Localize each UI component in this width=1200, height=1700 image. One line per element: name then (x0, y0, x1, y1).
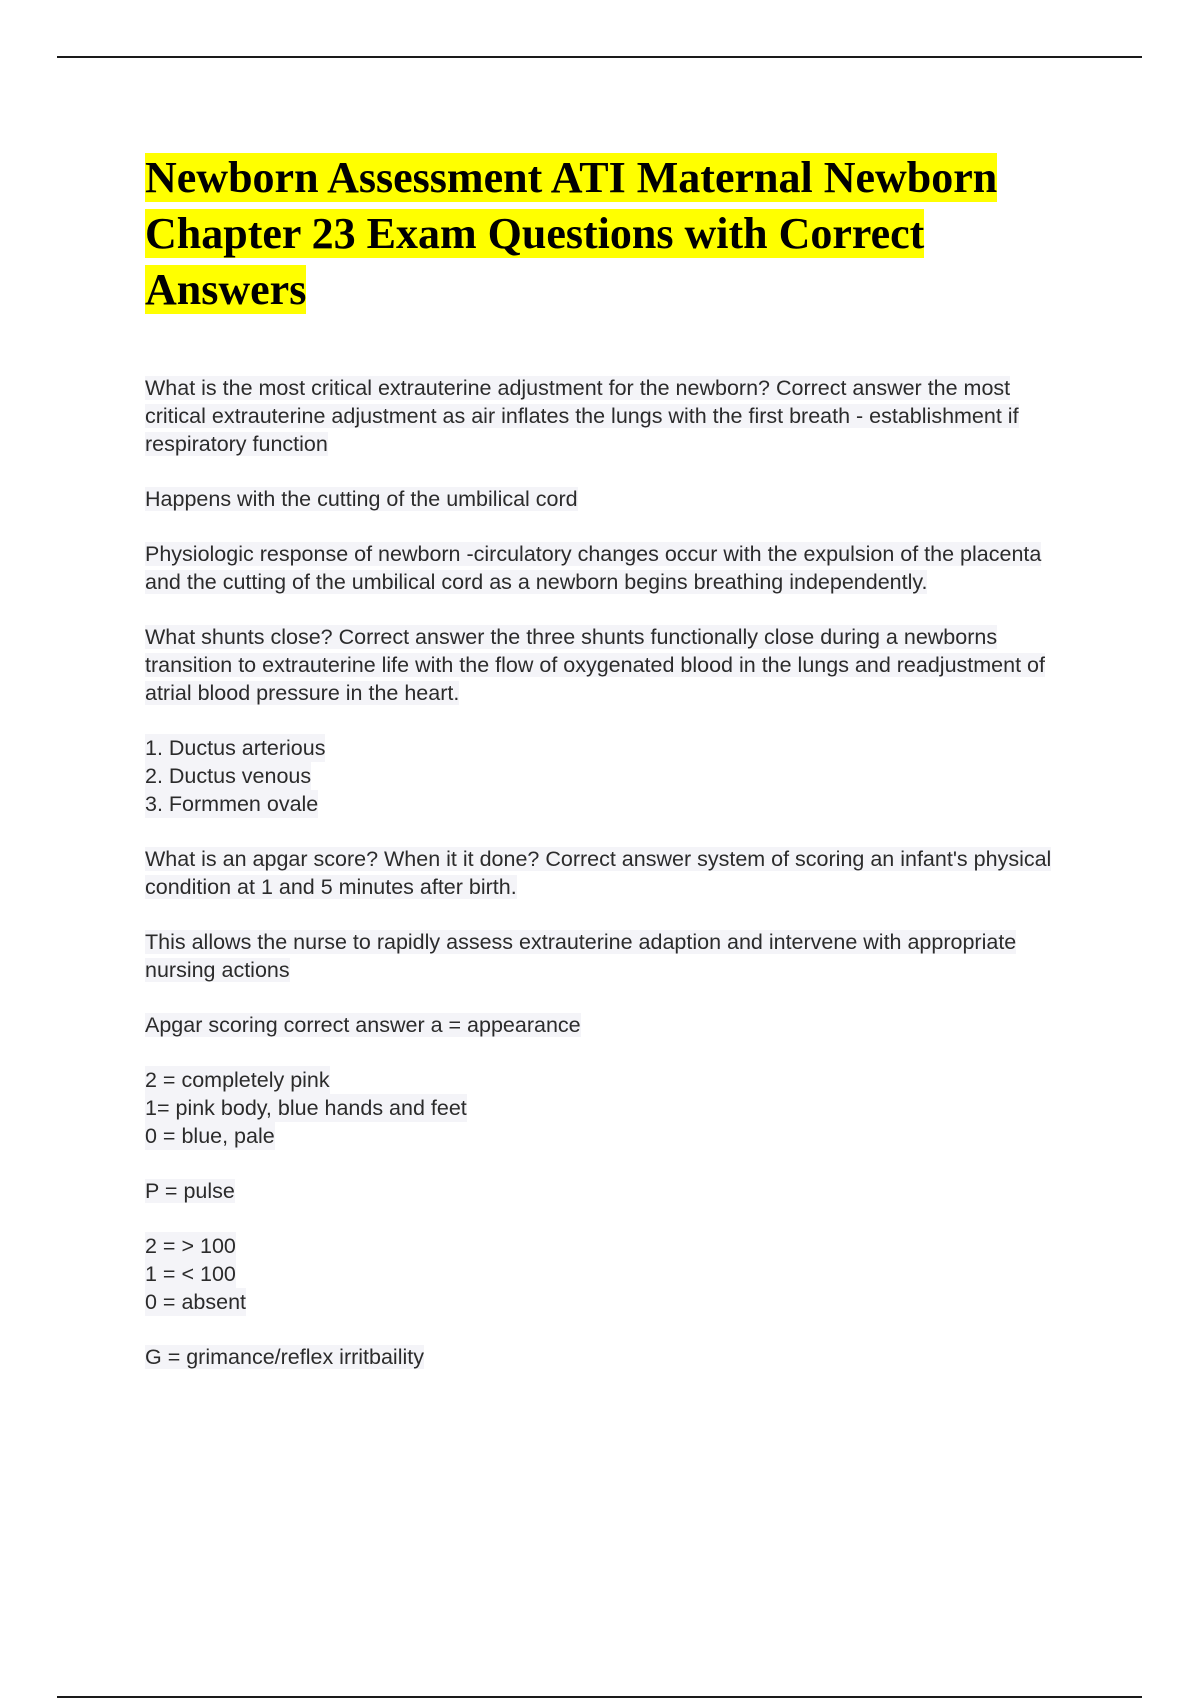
paragraph (145, 1177, 1075, 1205)
paragraph-text: Physiologic response of newborn -circulatory changes occur with the expulsion of the placenta and the cutting of the umbilical cord as a newborn begins breathing independently. (145, 542, 1042, 594)
list-item: 1= pink body, blue hands and feet (145, 1096, 467, 1120)
list-item: 0 = blue, pale (145, 1124, 275, 1148)
list-item: 3. Formmen ovale (145, 792, 319, 816)
paragraph-text: What is an apgar score? When it it done? Correct answer system of scoring an infant's physical condition at 1 and 5 minutes after birth. (145, 847, 1052, 899)
list-item: 1 = < 100 (145, 1262, 236, 1286)
top-rule (57, 56, 1142, 58)
document-title-text: Newborn Assessment ATI Maternal Newborn Chapter 23 Exam Questions with Correct Answers (145, 153, 998, 314)
paragraph-text: This allows the nurse to rapidly assess extrauterine adaption and intervene with appropriate nursing actions (145, 930, 1017, 982)
paragraph-text: Happens with the cutting of the umbilical cord (145, 487, 578, 511)
list-item: 2. Ductus venous (145, 764, 312, 788)
paragraph (145, 1343, 1075, 1371)
document-title (145, 150, 1075, 318)
paragraph-text: Apgar scoring correct answer a = appearance (145, 1013, 581, 1037)
document-body (145, 150, 1075, 1398)
paragraph (145, 485, 1075, 513)
appearance-scores (145, 1066, 1075, 1150)
paragraph-text: P = pulse (145, 1179, 235, 1203)
paragraph-text: G = grimance/reflex irritbaility (145, 1345, 424, 1369)
list-item: 2 = completely pink (145, 1068, 330, 1092)
paragraph-text: What shunts close? Correct answer the three shunts functionally close during a newborns transition to extrauterine life with the flow of oxygenated blood in the lungs and readjustment of atrial blood pressure in the heart. (145, 625, 1045, 705)
paragraph-text: What is the most critical extrauterine adjustment for the newborn? Correct answer the most critical extrauterine adjustment as air inflates the lungs with the first breath - establishment if respiratory function (145, 376, 1019, 456)
list-item: 2 = > 100 (145, 1234, 236, 1258)
paragraph (145, 845, 1075, 901)
list-item: 1. Ductus arterious (145, 736, 326, 760)
paragraph (145, 1011, 1075, 1039)
shunts-list (145, 734, 1075, 818)
paragraph (145, 374, 1075, 458)
pulse-scores (145, 1232, 1075, 1316)
paragraph (145, 928, 1075, 984)
paragraph (145, 540, 1075, 596)
bottom-rule (57, 1696, 1142, 1698)
paragraph (145, 623, 1075, 707)
list-item: 0 = absent (145, 1290, 247, 1314)
